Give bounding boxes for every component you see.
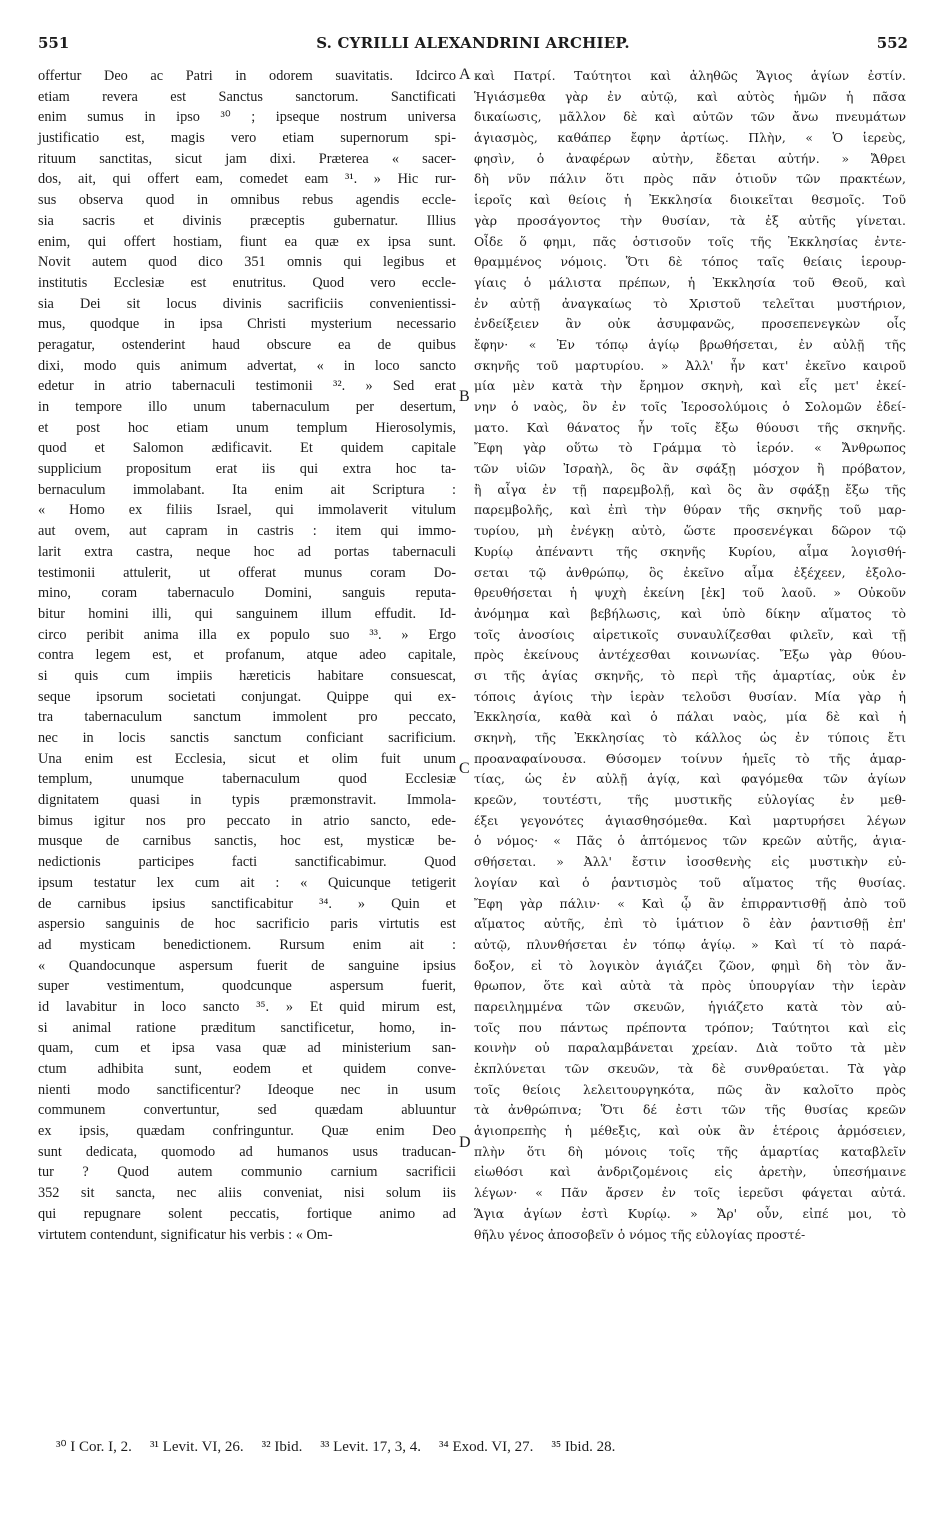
greek-text-line: Ἅγια ἁγίων ἐστὶ Κυρίῳ. » Ἄρ' οὖν, εἰπέ μοι, τὸ xyxy=(474,1205,906,1221)
latin-text-line: 352 sit sancta, nec aliis conveniat, nisi solum iis xyxy=(38,1185,456,1202)
greek-text-line: Ἔφη γὰρ πάλιν· « Καὶ ᾧ ἂν ἐπιρραντισθῇ ἀπὸ τοῦ xyxy=(474,895,906,911)
greek-text-line: εἰωθόσι καὶ ἀνδριζομένοις εἰς ἀρετὴν, ὑπεσήμαινε xyxy=(474,1164,906,1180)
latin-text-line: de carnibus ipsius sanctificabitur ³⁴. » Quin et xyxy=(38,895,456,912)
latin-text-line: tur ? Quod autem communio carnium sacrificii xyxy=(38,1164,456,1181)
latin-text-line: rituum sanctitas, sicut jam dixi. Præterea « sacer- xyxy=(38,150,456,167)
latin-text-line: in tempore illo unum tabernaculum per desertum, xyxy=(38,399,456,415)
greek-text-line: ματο. Καὶ θάνατος ἦν τοῖς ἔξω θύουσι τῆς σκηνῆς. xyxy=(474,419,906,435)
greek-text-line: σθήσεται. » Ἀλλ' ἔστιν ἰσοσθενὴς εἰς μυστικὴν εὐ- xyxy=(474,854,906,870)
greek-text-line: σι τῆς ἁγίας σκηνῆς, τὸ περὶ τῆς ἁμαρτίας, οὐκ ἐν xyxy=(474,667,906,683)
latin-text-line: « Homo ex filiis Israel, qui immolaverit vitulum xyxy=(38,502,456,519)
greek-text-line: τοῖς ἀνοσίοις αἱρετικοῖς συναυλίζεσθαι φιλεῖν, καὶ τῇ xyxy=(474,626,906,642)
greek-text-line: σεται τῷ ἀνθρώπῳ, ὃς ἐκεῖνο αἷμα ἐξέχεεν, ἐξολο- xyxy=(474,564,906,580)
footnote: ³⁴ Exod. VI, 27. xyxy=(438,1439,534,1455)
latin-text-line: ex ipsis, quædam confringuntur. Quæ enim Deo xyxy=(38,1123,456,1140)
latin-text-line: tra tabernaculum sanctum immolent pro peccato, xyxy=(38,709,456,726)
greek-text-line: μία μὲν κατὰ τὴν ἔρημον σκηνὴ, καὶ εἷς μετ' ἐκεί- xyxy=(474,378,906,394)
latin-text-line: mino, coram tabernaculo Domini, sanguis reputa- xyxy=(38,585,456,602)
footnote: ³² Ibid. xyxy=(261,1439,303,1455)
greek-text-line: ἔφην· « Ἐν τόπῳ ἁγίῳ βρωθήσεται, ἐν αὐλῇ τῆς xyxy=(474,336,906,352)
greek-text-line: αὐτῷ, πλυνθήσεται ἐν τόπῳ ἁγίῳ. » Καὶ τί τὸ παρά- xyxy=(474,936,906,952)
latin-text-line: musque de carnibus sanctis, hoc est, mysticæ be- xyxy=(38,833,456,850)
latin-text-line: larit extra castra, neque hoc ad portas tabernaculi xyxy=(38,543,456,560)
greek-text-line: θρωπον, ὅτε καὶ αὐτὰ τὰ πρὸς ὑπουργίαν τὴν ἱερὰν xyxy=(474,978,906,994)
greek-text-line: τίας, ὡς ἐν αὐλῇ ἁγίᾳ, καὶ φαγόμεθα τῶν ἁγίων xyxy=(474,771,906,787)
greek-text-line: δοξον, εἰ τὸ λογικὸν ἁγιάζει ζῶον, φημὶ δὴ τὸν ἄν- xyxy=(474,957,906,973)
greek-text-line: ἐκπλύνεται τῶν σκευῶν, τὰ δὲ συνθραύεται. Τὰ γὰρ xyxy=(474,1061,906,1076)
greek-text-line: τυρίου, μὴ ἐνέγκῃ αὐτὸ, ὥστε προσενέγκαι δῶρον τῷ xyxy=(474,523,906,539)
greek-text-line: δὴ νῦν πάλιν ὅτι πρὸς πᾶν ὁτιοῦν τῶν πρακτέων, xyxy=(474,171,906,187)
page-header xyxy=(38,34,908,60)
greek-text-line: τὰ ἀνθρώπινα; Ὅτι δέ ἐστι τῶν τῆς θυσίας κρεῶν xyxy=(474,1102,906,1118)
greek-text-line: σκηνὴ, τῆς Ἐκκλησίας τὸ κάλλος ὡς ἐν τύποις ἔτι xyxy=(474,730,906,745)
greek-text-line: κρεῶν, τουτέστι, τῆς μυστικῆς εὐλογίας ἐν μεθ- xyxy=(474,792,906,808)
latin-text-line: « Quandocunque aspersum fuerit de sanguine ipsius xyxy=(38,957,456,974)
latin-text-line: et post hoc etiam unum templum Hierosolymis, xyxy=(38,419,456,436)
latin-text-line: dixi, modo quis animum advertat, « in loco sancto xyxy=(38,357,456,374)
latin-text-line: si animal ratione præditum sanctificetur, homo, in- xyxy=(38,1019,456,1036)
footnote: ³¹ Levit. VI, 26. xyxy=(149,1439,244,1455)
greek-text-line: γὰρ προσάγοντος τὴν θυσίαν, τὰ ἐξ αὐτῆς γίνεται. xyxy=(474,212,906,228)
footnote: ³³ Levit. 17, 3, 4. xyxy=(320,1439,421,1455)
latin-text-line: communem convertuntur, sed quædam abluuntur xyxy=(38,1102,456,1119)
running-title: S. CYRILLI ALEXANDRINI ARCHIEP. xyxy=(316,34,630,52)
latin-text-line: virtutem contendunt, significatur his verbis : « Om- xyxy=(38,1226,333,1243)
greek-text-line: ἐν αὐτῇ ἀναγκαίως τὸ Χριστοῦ τελεῖται μυστήριον, xyxy=(474,295,906,311)
greek-text-line: παρειλημμένα τῶν σκευῶν, ἡγιάζετο κατὰ τὸν αὐ- xyxy=(474,998,906,1014)
greek-text-line: ἱεροῖς καὶ θείοις ἡ Ἐκκλησία διοικεῖται θεσμοῖς. Τοῦ xyxy=(474,192,906,208)
margin-marker-b: B xyxy=(459,388,470,405)
page-number-right: 552 xyxy=(876,34,908,52)
greek-text-line: πρὸς ἐκείνους ἀντέχεσθαι κοινωνίας. Ἔξω γὰρ θύου- xyxy=(474,647,906,663)
greek-text-line: ἢ αἶγα ἐν τῇ παρεμβολῇ, καὶ ὃς ἂν σφάξῃ ἔξω τῆς xyxy=(474,481,906,497)
latin-text-line: supplicium propositum erat iis qui extra hoc ta- xyxy=(38,461,456,478)
footnote: ³⁰ I Cor. I, 2. xyxy=(56,1439,132,1455)
greek-text-line: νην ὁ ναὸς, ὃν ἐν τοῖς Ἱεροσολύμοις ὁ Σολομῶν ἐδεί- xyxy=(474,399,906,414)
greek-text-line: παρεμβολῆς, καὶ ἐπὶ τὴν θύραν τῆς σκηνῆς τοῦ μαρ- xyxy=(474,502,906,518)
latin-text-line: bernaculum immolabant. Ita enim ait Scriptura : xyxy=(38,481,456,498)
latin-text-line: edetur in atrio tabernaculi testimonii ³². » Sed erat xyxy=(38,378,456,395)
greek-text-line: ἀνόμημα καὶ βεβήλωσις, καὶ ὑπὸ δίκην αἵματος τὸ xyxy=(474,605,906,621)
latin-text-line: super vestimentum, quodcunque aspersum fuerit, xyxy=(38,978,456,995)
greek-text-line: Κυρίῳ ἀπέναντι τῆς σκηνῆς Κυρίου, αἷμα λογισθή- xyxy=(474,543,906,559)
greek-text-line: φησὶν, ὁ ἀναφέρων αὐτὴν, ἔδεται αὐτήν. » Ἄθρει xyxy=(474,150,906,166)
latin-text-line: Una enim est Ecclesia, sicut et olim fuit unum xyxy=(38,750,456,767)
latin-text-line: sunt dedicata, quomodo ad humanos usus traducan- xyxy=(38,1143,456,1160)
greek-text-line: λογίαν καὶ ὁ ῥαντισμὸς τοῦ αἵματος τῆς θυσίας. xyxy=(474,874,906,890)
greek-text-line: Οἶδε ὅ φημι, πᾶς ὁστισοῦν τοῖς τῆς Ἐκκλησίας ἐντε- xyxy=(474,233,906,249)
latin-text-line: nienti modo sanctificentur? Ideoque nec in usum xyxy=(38,1081,456,1098)
greek-text-line: ὁ νόμος· « Πᾶς ὁ ἁπτόμενος τῶν κρεῶν αὐτῆς, ἁγια- xyxy=(474,833,906,849)
greek-text-line: δικαίωσις, μᾶλλον δὲ καὶ αὐτῶν τῶν ἄνω πνευμάτων xyxy=(474,109,906,125)
greek-text-line: Ἡγιάσμεθα γὰρ ἐν αὐτῷ, καὶ αὐτὸς ἡμῶν ἡ πᾶσα xyxy=(474,88,906,104)
greek-text-line: θῆλυ γένος ἀποσοβεῖν ὁ νόμος τῆς εὐλογίας προστέ- xyxy=(474,1226,806,1242)
latin-text-line: templum, unumque tabernaculum quod Ecclesiæ xyxy=(38,771,456,788)
page-number-left: 551 xyxy=(38,34,70,52)
latin-text-line: id lavabitur in loco sancto ³⁵. » Et quid mirum est, xyxy=(38,998,456,1015)
footnotes xyxy=(56,1437,876,1456)
latin-text-line: bitur homini illi, qui sanguinem illum effudit. Id- xyxy=(38,605,456,622)
greek-text-line: κοινὴν οὐ παραλαμβάνεται χρείαν. Διὰ τοῦτο τὰ μὲν xyxy=(474,1040,906,1056)
latin-text-line: contra legem est, et profanum, atque adeo capitale, xyxy=(38,647,456,664)
greek-text-line: έξει γεγονότες ἁγιασθησόμεθα. Καὶ μαρτυρήσει λέγων xyxy=(474,812,906,828)
greek-text-line: προαναφαίνουσα. Θύσομεν τοίνυν ἡμεῖς τὸ τῆς ἁμαρ- xyxy=(474,750,906,766)
latin-text-line: quam, cum et ipsa vasa quæ ad ministerium san- xyxy=(38,1040,456,1057)
latin-text-line: si quis cum impiis hæreticis habitare consuescat, xyxy=(38,667,456,684)
latin-text-line: sia Dei sit locus divinis sacrificiis convenientissi- xyxy=(38,295,456,312)
footnote: ³⁵ Ibid. 28. xyxy=(551,1439,616,1455)
latin-text-line: ctum adhibita sunt, eodem et quidem conve- xyxy=(38,1061,456,1077)
greek-text-line: Ἐκκλησία, καθὰ καὶ ὁ πάλαι ναὸς, μία δὲ καὶ ἡ xyxy=(474,709,906,725)
latin-text-line: dignitatem quasi in typis præmonstravit. Immola- xyxy=(38,792,456,809)
greek-text-line: σκηνῆς τοῦ μαρτυρίου. » Ἀλλ' ἦν κατ' ἐκεῖνο καιροῦ xyxy=(474,357,906,373)
latin-text-line: sia sacris et divinis præceptis gubernatur. Illius xyxy=(38,212,456,229)
greek-text-line: τοῖς θείοις λελειτουργηκότα, πῶς ἂν καλοῖτο πρὸς xyxy=(474,1081,906,1097)
margin-marker-d: D xyxy=(459,1134,471,1151)
margin-marker-a: A xyxy=(459,66,471,83)
latin-text-line: bimus igitur nos pro peccato in atrio sancto, ede- xyxy=(38,812,456,829)
latin-text-line: etiam revera est Sanctus sanctorum. Sanctificati xyxy=(38,88,456,105)
latin-text-line: aut ovem, aut capram in castris : item qui immo- xyxy=(38,523,456,540)
latin-text-line: enim, qui offert hostiam, fiunt ea quæ ex ipsa sunt. xyxy=(38,233,456,250)
latin-column xyxy=(38,66,456,1245)
latin-text-line: peragatur, ostenderint haud obscure ea de quibus xyxy=(38,336,456,353)
margin-marker-c: C xyxy=(459,760,470,777)
greek-text-line: γίαις ὁ μάλιστα πρέπων, ἡ Ἐκκλησία τοῦ Θεοῦ, καὶ xyxy=(474,274,906,290)
latin-text-line: testimonii attulerit, ut offerat munus coram Do- xyxy=(38,564,456,581)
greek-column xyxy=(474,66,906,1245)
latin-text-line: seque ipsorum societati conjungat. Quippe qui ex- xyxy=(38,688,456,705)
greek-text-line: τῶν υἱῶν Ἰσραὴλ, ὃς ἂν σφάξῃ μόσχον ἢ πρόβατον, xyxy=(474,461,906,477)
greek-text-line: ἐνδείξειεν ἂν οὐκ ἀσυμφανῶς, προσεπενεγκὼν οἷς xyxy=(474,316,906,332)
latin-text-line: qui repugnare solent peccatis, fortique animo ad xyxy=(38,1205,456,1222)
latin-text-line: institutis Ecclesiæ est enutritus. Quod vero eccle- xyxy=(38,274,456,291)
greek-text-line: θραμμένος νόμοις. Ὅτι δὲ τόπος ταῖς θείαις ἱερουρ- xyxy=(474,254,906,270)
latin-text-line: ad mysticam benedictionem. Rursum enim ait : xyxy=(38,936,456,953)
latin-text-line: mus, quodque in ipsa Christi mysterium necessario xyxy=(38,316,456,333)
latin-text-line: circo peribit anima illa ex populo suo ³³. » Ergo xyxy=(38,626,456,643)
latin-text-line: offertur Deo ac Patri in odorem suavitatis. Idcirco xyxy=(38,68,456,84)
greek-text-line: καὶ Πατρί. Ταύτητοι καὶ ἀληθῶς Ἅγιος ἁγίων ἐστίν. xyxy=(474,68,906,83)
latin-text-line: Novit autem quod dico 351 omnis qui legibus et xyxy=(38,254,456,271)
greek-text-line: πλὴν ὅτι δὴ μόνοις τοῖς τῆς ἁμαρτίας καταβλεῖν xyxy=(474,1143,906,1159)
latin-text-line: nec in locis sanctis sanctum conficiant sacrificium. xyxy=(38,730,456,746)
greek-text-line: ἁγιοπρεπὴς ἡ μέθεξις, καὶ οὐκ ἂν ἑτέροις ἁρμόσειεν, xyxy=(474,1123,906,1139)
latin-text-line: nedictionis participes facti sanctificabimur. Quod xyxy=(38,854,456,871)
latin-text-line: dos, ait, qui offert eam, comedet eam ³¹. » Hic rur- xyxy=(38,171,456,188)
latin-text-line: justificatio est, magis vero etiam supernorum spi- xyxy=(38,130,456,147)
latin-text-line: enim sumus in ipso ³⁰ ; ipseque nostrum universa xyxy=(38,109,456,126)
greek-text-line: τόποις ἁγίοις τὴν ἱερὰν τελοῦσι θυσίαν. Μία γὰρ ἡ xyxy=(474,688,906,704)
greek-text-line: τοῖς που πάντως πρέποντα τρόπον; Ταύτητοι καὶ εἰς xyxy=(474,1019,906,1035)
greek-text-line: θρευθήσεται ἡ ψυχὴ ἐκείνη [ἐκ] τοῦ λαοῦ. » Οὐκοῦν xyxy=(474,585,906,601)
greek-text-line: αἵματος αὐτῆς, ἐπὶ τὸ ἱμάτιον ὃ ἐὰν ῥαντισθῇ ἐπ' xyxy=(474,916,906,932)
latin-text-line: ipsum testatur lex cum ait : « Quicunque tetigerit xyxy=(38,874,456,891)
greek-text-line: Ἔφη γὰρ οὕτω τὸ Γράμμα τὸ ἱερόν. « Ἄνθρωπος xyxy=(474,440,906,456)
latin-text-line: sus observa quod in omnibus rebus agendis eccle- xyxy=(38,192,456,209)
greek-text-line: ἁγιασμὸς, καθάπερ ἔφην ἀρτίως. Πλὴν, « Ὁ ἱερεὺς, xyxy=(474,130,906,146)
latin-text-line: quod et Salomon ædificavit. Et quidem capitale xyxy=(38,440,456,457)
latin-text-line: aspersio sanguinis de hoc sacrificio paris virtutis est xyxy=(38,916,456,933)
greek-text-line: λέγων· « Πᾶν ἄρσεν ἐν τοῖς ἱερεῦσι φάγεται αὐτά. xyxy=(474,1185,906,1201)
